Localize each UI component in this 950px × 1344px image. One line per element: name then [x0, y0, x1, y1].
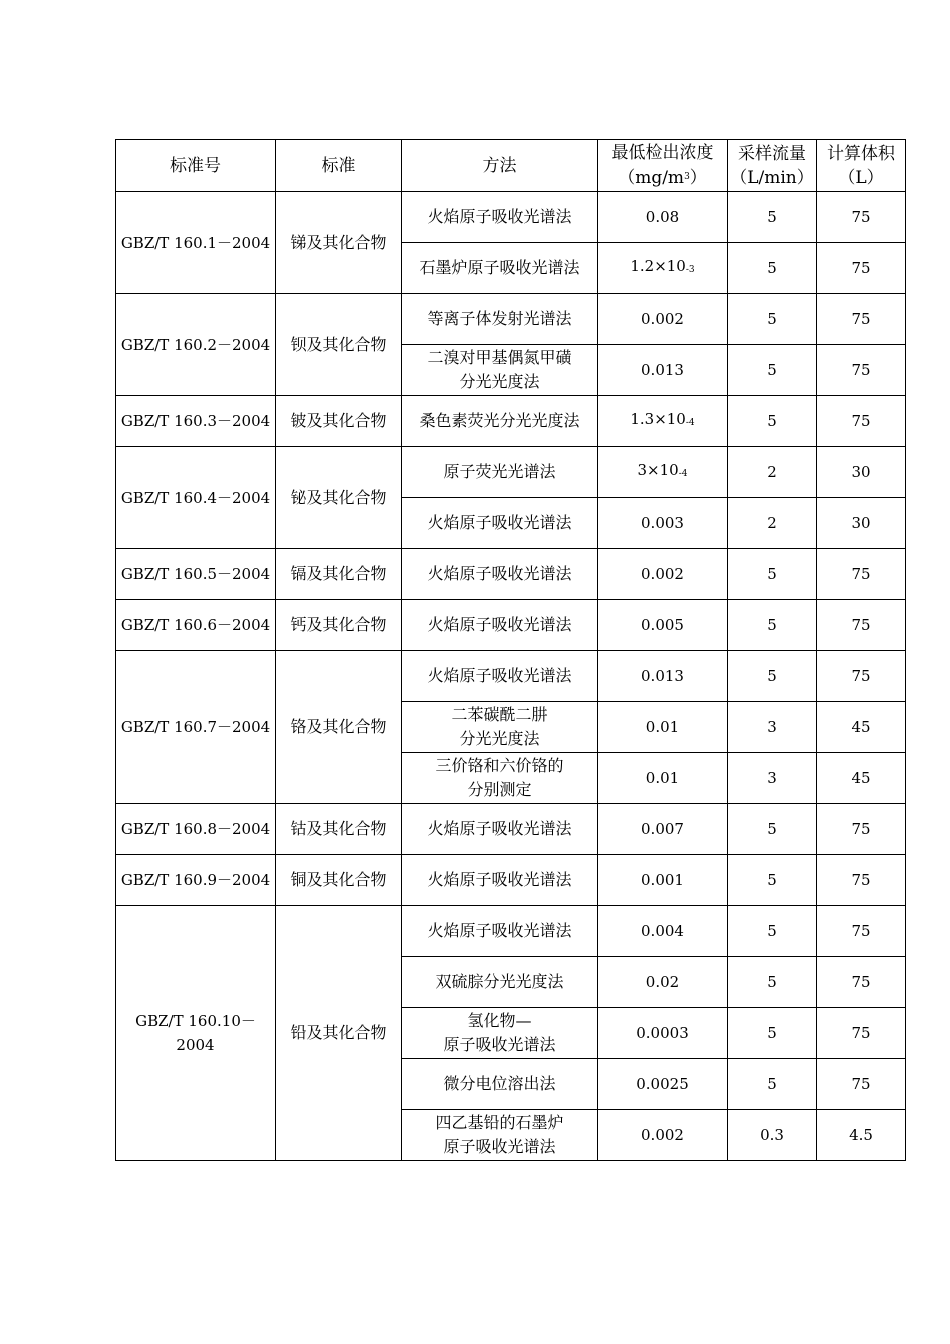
- min-concentration-cell: 0.0003: [598, 1008, 728, 1059]
- table-row: [116, 549, 906, 600]
- method-cell: [402, 396, 598, 447]
- standard-name-cell: 镉及其化合物: [276, 549, 402, 600]
- flow-rate-cell: 5: [728, 957, 817, 1008]
- min-concentration-cell: 0.02: [598, 957, 728, 1008]
- concentration-exponent: -3: [685, 265, 695, 275]
- method-cell: [402, 702, 598, 753]
- min-concentration-cell: 0.002: [598, 1110, 728, 1161]
- min-concentration-cell: 0.08: [598, 192, 728, 243]
- method-cell: [402, 855, 598, 906]
- volume-cell: 4.5: [817, 1110, 906, 1161]
- min-concentration-cell: 0.01: [598, 753, 728, 804]
- standard-name-cell: 锑及其化合物: [276, 192, 402, 294]
- table-row: [116, 651, 906, 702]
- flow-rate-cell: 5: [728, 906, 817, 957]
- method-line: 二溴对甲基偶氮甲磺: [427, 348, 572, 367]
- min-concentration-cell: 0.0025: [598, 1059, 728, 1110]
- volume-cell: 75: [817, 804, 906, 855]
- standard-code-cell: GBZ/T 160.7－2004: [116, 651, 276, 804]
- flow-rate-cell: 5: [728, 396, 817, 447]
- method-cell: [402, 957, 598, 1008]
- method-line: 分别测定: [467, 780, 532, 799]
- standard-name-cell: 铅及其化合物: [276, 906, 402, 1161]
- method-line: 石墨炉原子吸收光谱法: [419, 258, 580, 277]
- method-line: 原子吸收光谱法: [443, 1035, 556, 1054]
- min-concentration-cell: 0.002: [598, 294, 728, 345]
- table-row: [116, 600, 906, 651]
- volume-cell: 75: [817, 243, 906, 294]
- volume-cell: 75: [817, 396, 906, 447]
- method-cell: [402, 906, 598, 957]
- min-concentration-cell: 0.001: [598, 855, 728, 906]
- method-cell: [402, 549, 598, 600]
- flow-rate-cell: 5: [728, 1008, 817, 1059]
- method-line: 火焰原子吸收光谱法: [427, 207, 572, 226]
- header-volume: 计算体积 （L）: [817, 140, 906, 192]
- flow-rate-cell: 5: [728, 294, 817, 345]
- concentration-base: 3×10: [637, 461, 679, 479]
- header-flow-rate: 采样流量 （L/min）: [728, 140, 817, 192]
- method-line: 火焰原子吸收光谱法: [427, 564, 572, 583]
- header-standard: 标准: [276, 140, 402, 192]
- standard-name-cell: 铋及其化合物: [276, 447, 402, 549]
- standard-code-cell: GBZ/T 160.6－2004: [116, 600, 276, 651]
- method-line: 火焰原子吸收光谱法: [427, 921, 572, 940]
- method-cell: [402, 1008, 598, 1059]
- flow-rate-cell: 5: [728, 855, 817, 906]
- table-row: [116, 192, 906, 243]
- concentration-exponent: -4: [678, 469, 688, 479]
- min-concentration-cell: [598, 243, 728, 294]
- standard-code-cell: GBZ/T 160.9－2004: [116, 855, 276, 906]
- volume-cell: 75: [817, 1008, 906, 1059]
- method-line: 火焰原子吸收光谱法: [427, 870, 572, 889]
- flow-rate-cell: 5: [728, 651, 817, 702]
- method-line: 火焰原子吸收光谱法: [427, 615, 572, 634]
- concentration-base: 1.2×10: [630, 257, 686, 275]
- flow-rate-cell: 2: [728, 498, 817, 549]
- standard-code-cell: GBZ/T 160.1－2004: [116, 192, 276, 294]
- volume-cell: 75: [817, 651, 906, 702]
- min-concentration-cell: 0.004: [598, 906, 728, 957]
- method-cell: [402, 804, 598, 855]
- flow-rate-cell: 3: [728, 753, 817, 804]
- method-line: 火焰原子吸收光谱法: [427, 513, 572, 532]
- method-line: 原子荧光光谱法: [443, 462, 556, 481]
- method-cell: [402, 294, 598, 345]
- header-standard-no: 标准号: [116, 140, 276, 192]
- table-row: [116, 447, 906, 498]
- flow-rate-cell: 5: [728, 804, 817, 855]
- concentration-exponent: -4: [685, 418, 695, 428]
- volume-cell: 45: [817, 753, 906, 804]
- concentration-base: 1.3×10: [630, 410, 686, 428]
- volume-cell: 75: [817, 855, 906, 906]
- table-row: [116, 396, 906, 447]
- standard-code-cell: GBZ/T 160.3－2004: [116, 396, 276, 447]
- method-line: 四乙基铅的石墨炉: [435, 1113, 564, 1132]
- flow-rate-cell: 5: [728, 192, 817, 243]
- method-line: 微分电位溶出法: [443, 1074, 556, 1093]
- method-line: 双硫腙分光光度法: [435, 972, 564, 991]
- volume-cell: 75: [817, 906, 906, 957]
- standard-name-cell: 铜及其化合物: [276, 855, 402, 906]
- method-cell: [402, 753, 598, 804]
- min-concentration-cell: 0.013: [598, 651, 728, 702]
- standard-code-cell: GBZ/T 160.10－2004: [116, 906, 276, 1161]
- flow-rate-cell: 5: [728, 549, 817, 600]
- method-line: 桑色素荧光分光光度法: [419, 411, 580, 430]
- method-line: 二苯碳酰二肼: [451, 705, 548, 724]
- min-concentration-cell: [598, 396, 728, 447]
- method-cell: [402, 192, 598, 243]
- method-cell: [402, 1110, 598, 1161]
- method-cell: [402, 651, 598, 702]
- flow-rate-cell: 0.3: [728, 1110, 817, 1161]
- standard-code-cell: GBZ/T 160.8－2004: [116, 804, 276, 855]
- method-cell: [402, 345, 598, 396]
- header-min-concentration: 最低检出浓度 $(mg/m^3)$: [598, 140, 728, 192]
- min-concentration-cell: [598, 447, 728, 498]
- volume-cell: 75: [817, 957, 906, 1008]
- method-line: 分光光度法: [459, 372, 540, 391]
- flow-rate-cell: 3: [728, 702, 817, 753]
- table-row: [116, 804, 906, 855]
- standard-name-cell: 钙及其化合物: [276, 600, 402, 651]
- volume-cell: 45: [817, 702, 906, 753]
- method-cell: [402, 447, 598, 498]
- flow-rate-cell: 5: [728, 345, 817, 396]
- min-concentration-cell: 0.01: [598, 702, 728, 753]
- flow-rate-cell: 2: [728, 447, 817, 498]
- method-cell: [402, 1059, 598, 1110]
- min-concentration-cell: 0.007: [598, 804, 728, 855]
- flow-rate-cell: 5: [728, 1059, 817, 1110]
- standard-name-cell: 铍及其化合物: [276, 396, 402, 447]
- method-line: 三价铬和六价铬的: [435, 756, 564, 775]
- standard-code-cell: GBZ/T 160.4－2004: [116, 447, 276, 549]
- volume-cell: 75: [817, 549, 906, 600]
- min-concentration-cell: 0.013: [598, 345, 728, 396]
- method-cell: [402, 498, 598, 549]
- standard-name-cell: 钴及其化合物: [276, 804, 402, 855]
- method-line: 火焰原子吸收光谱法: [427, 666, 572, 685]
- method-cell: [402, 243, 598, 294]
- volume-cell: 75: [817, 600, 906, 651]
- header-row: [116, 140, 906, 192]
- volume-cell: 30: [817, 498, 906, 549]
- table-row: [116, 855, 906, 906]
- min-concentration-cell: 0.005: [598, 600, 728, 651]
- volume-cell: 75: [817, 192, 906, 243]
- flow-rate-cell: 5: [728, 243, 817, 294]
- standard-name-cell: 铬及其化合物: [276, 651, 402, 804]
- method-line: 原子吸收光谱法: [443, 1137, 556, 1156]
- method-line: 火焰原子吸收光谱法: [427, 819, 572, 838]
- table-row: [116, 294, 906, 345]
- min-concentration-cell: 0.003: [598, 498, 728, 549]
- standard-code-cell: GBZ/T 160.2－2004: [116, 294, 276, 396]
- table-body: [116, 192, 906, 1161]
- table-row: [116, 906, 906, 957]
- standard-code-cell: GBZ/T 160.5－2004: [116, 549, 276, 600]
- method-line: 氢化物—: [467, 1011, 532, 1030]
- header-method: 方法: [402, 140, 598, 192]
- volume-cell: 75: [817, 345, 906, 396]
- volume-cell: 30: [817, 447, 906, 498]
- min-concentration-cell: 0.002: [598, 549, 728, 600]
- flow-rate-cell: 5: [728, 600, 817, 651]
- volume-cell: 75: [817, 294, 906, 345]
- standard-name-cell: 钡及其化合物: [276, 294, 402, 396]
- method-cell: [402, 600, 598, 651]
- standards-table: [115, 139, 906, 1161]
- method-line: 等离子体发射光谱法: [427, 309, 572, 328]
- volume-cell: 75: [817, 1059, 906, 1110]
- method-line: 分光光度法: [459, 729, 540, 748]
